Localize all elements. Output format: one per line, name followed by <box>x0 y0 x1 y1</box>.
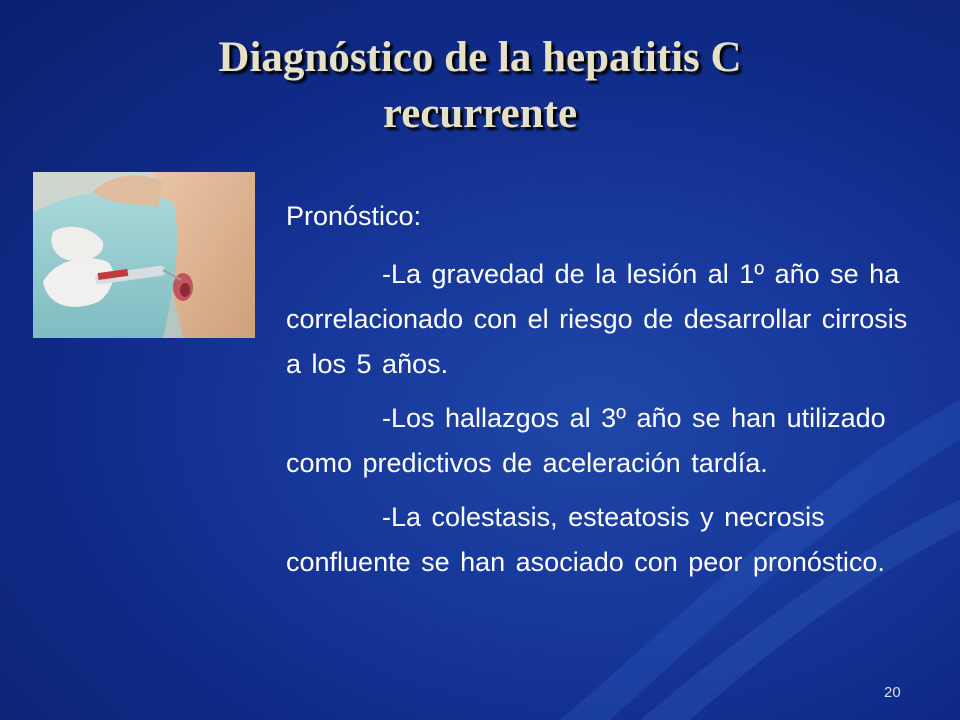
slide-title <box>0 30 960 142</box>
liver-biopsy-photo <box>33 172 255 338</box>
slide-title-line-1: Diagnóstico de la hepatitis C <box>218 34 742 81</box>
paragraph-3: -La colestasis, esteatosis y necrosis confluente se han asociado con peor pronóstico. <box>286 502 885 577</box>
prognosis-heading: Pronóstico: <box>286 201 422 231</box>
page-number: 20 <box>884 684 901 701</box>
paragraph-1: -La gravedad de la lesión al 1º año se ha correlacionado con el riesgo de desarrollar cirrosis a los 5 años. <box>286 259 908 379</box>
slide-title-line-2: recurrente <box>382 90 578 137</box>
paragraph-2: -Los hallazgos al 3º año se han utilizado como predictivos de aceleración tardía. <box>286 403 886 478</box>
slide-body <box>286 194 926 594</box>
